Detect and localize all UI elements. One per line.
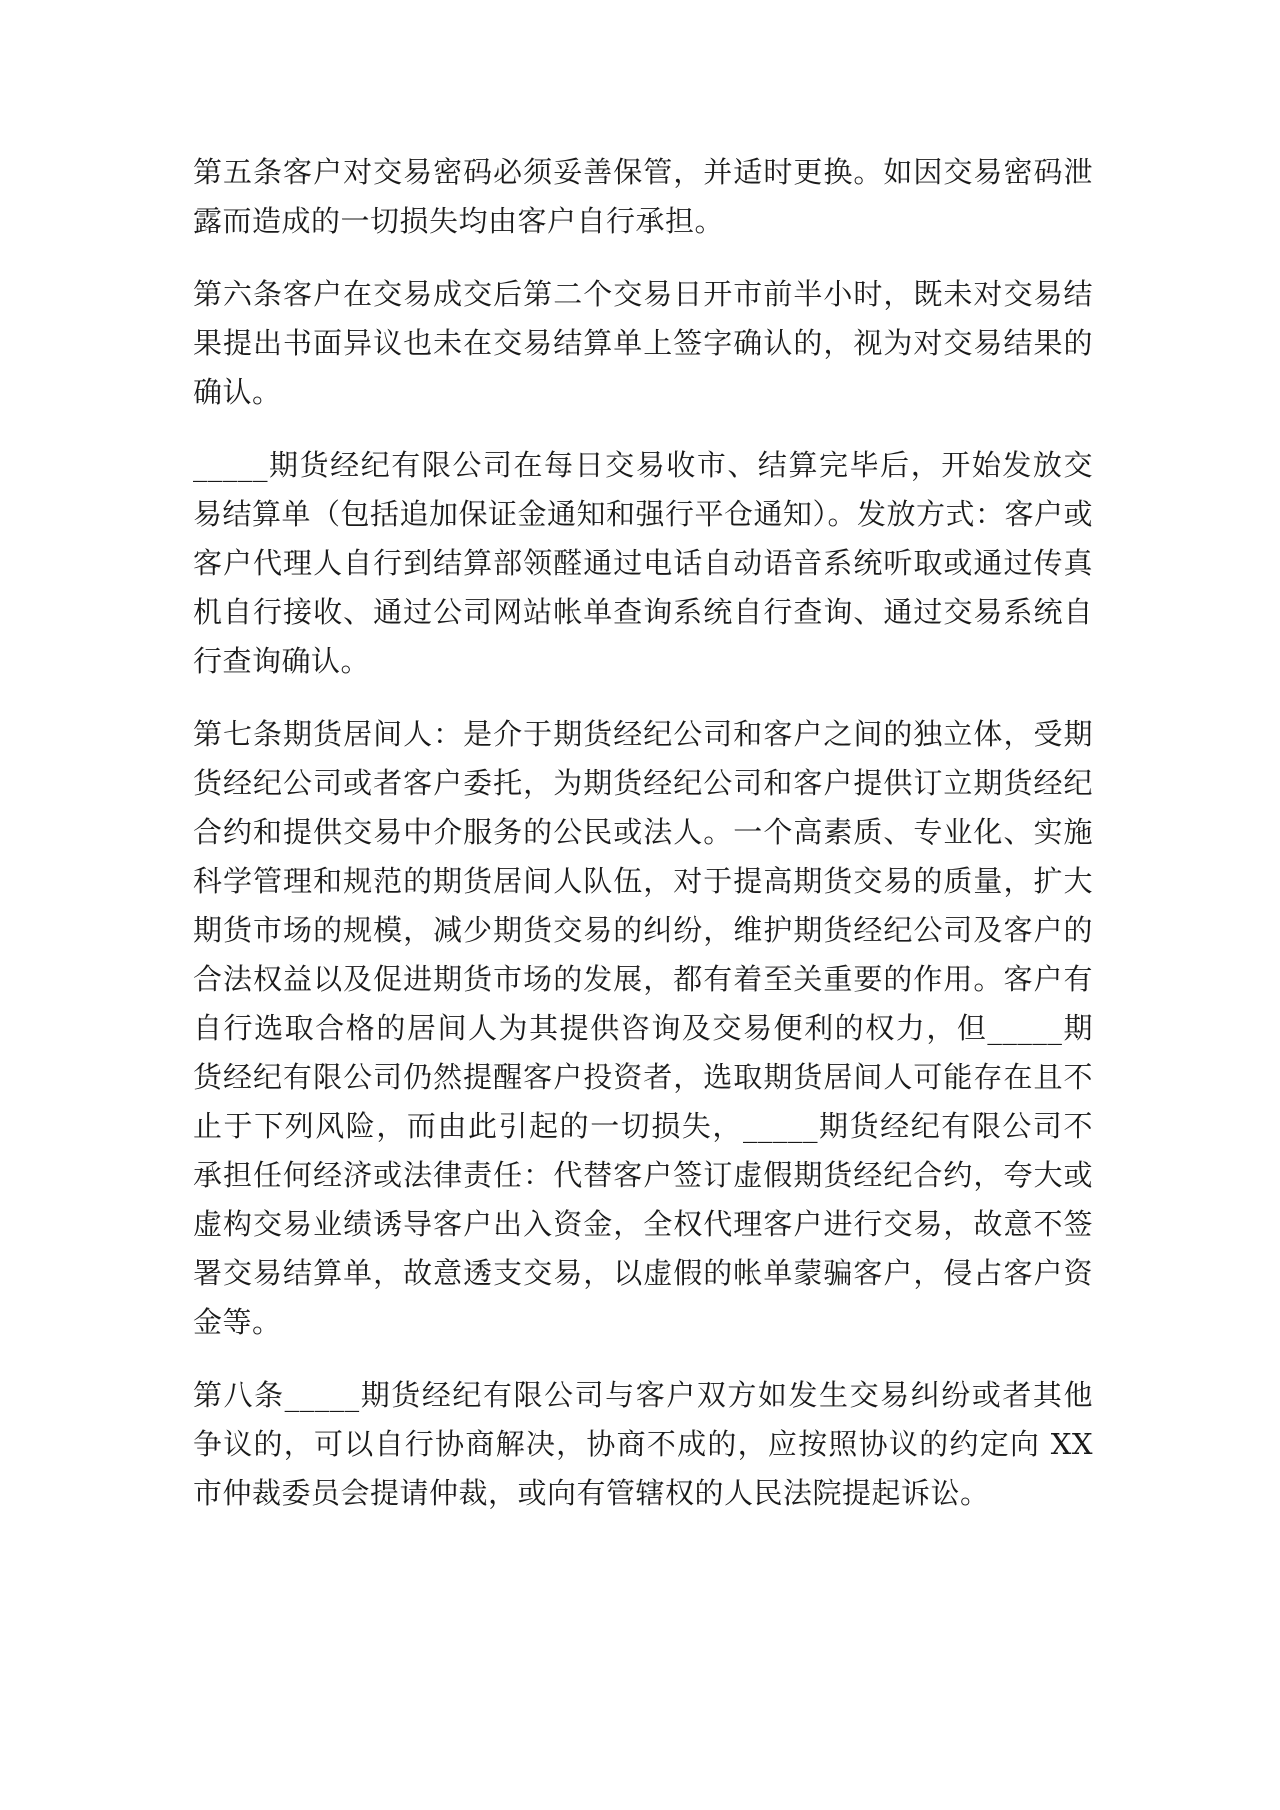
document-body [193,148,1093,1542]
paragraph-article-5: 第五条客户对交易密码必须妥善保管，并适时更换。如因交易密码泄露而造成的一切损失均由客户自行承担。 [193,155,1093,238]
paragraph-settlement-statement: _____期货经纪有限公司在每日交易收市、结算完毕后，开始发放交易结算单（包括追加保证金通知和强行平仓通知）。发放方式：客户或客户代理人自行到结算部领醛通过电话自动语音系统听取或通过传真机自行接收、通过公司网站帐单查询系统自行查询、通过交易系统自行查询确认。 [193,448,1094,678]
paragraph-article-6: 第六条客户在交易成交后第二个交易日开市前半小时，既未对交易结果提出书面异议也未在交易结算单上签字确认的，视为对交易结果的确认。 [193,277,1093,409]
paragraph-article-8: 第八条_____期货经纪有限公司与客户双方如发生交易纠纷或者其他争议的，可以自行协商解决，协商不成的，应按照协议的约定向 XX 市仲裁委员会提请仲裁，或向有管辖权的人民法院提起诉讼。 [193,1378,1093,1510]
paragraph-article-7: 第七条期货居间人：是介于期货经纪公司和客户之间的独立体，受期货经纪公司或者客户委托，为期货经纪公司和客户提供订立期货经纪合约和提供交易中介服务的公民或法人。一个高素质、专业化、实施科学管理和规范的期货居间人队伍，对于提高期货交易的质量，扩大期货市场的规模，减少期货交易的纠纷，维护期货经纪公司及客户的合法权益以及促进期货市场的发展，都有着至关重要的作用。客户有自行选取合格的居间人为其提供咨询及交易便利的权力，但_____期货经纪有限公司仍然提醒客户投资者，选取期货居间人可能存在且不止于下列风险，而由此引起的一切损失，_____期货经纪有限公司不承担任何经济或法律责任：代替客户签订虚假期货经纪合约，夸大或虚构交易业绩诱导客户出入资金，全权代理客户进行交易，故意不签署交易结算单，故意透支交易，以虚假的帐单蒙骗客户，侵占客户资金等。 [193,717,1093,1339]
